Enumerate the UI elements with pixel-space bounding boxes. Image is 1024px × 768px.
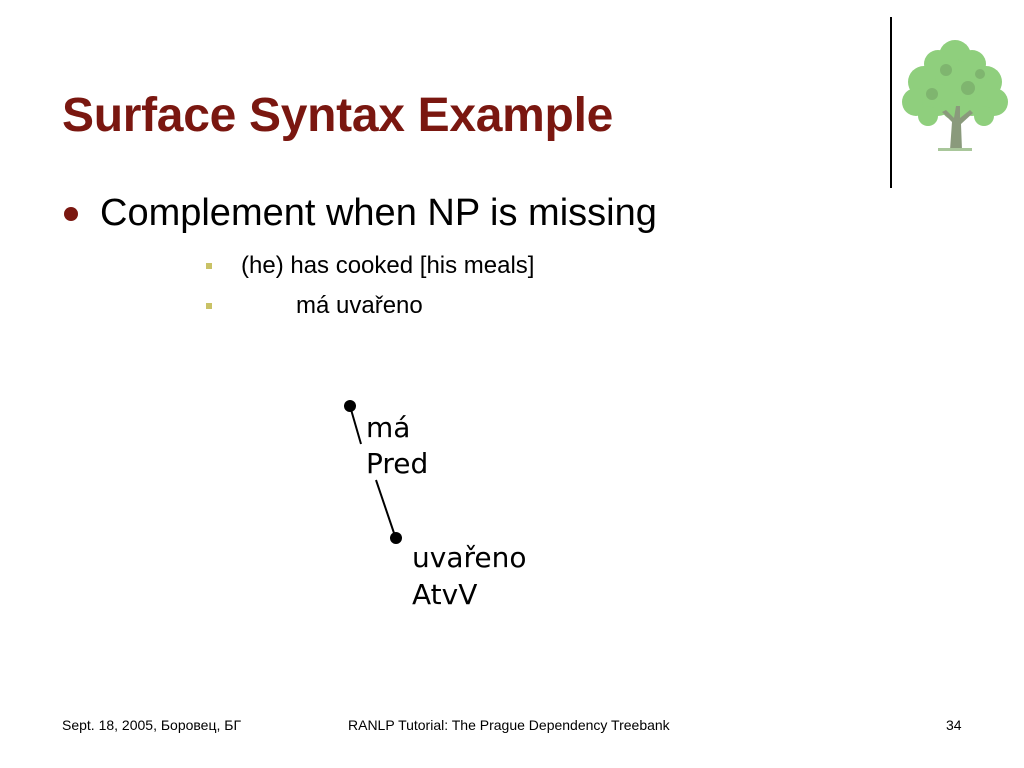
node-word: uvařeno (412, 541, 527, 574)
bullet-dot-icon (64, 207, 78, 221)
bullet-text: Complement when NP is missing (100, 192, 657, 234)
page-number: 34 (946, 717, 962, 733)
node-word: má (366, 411, 411, 444)
footer-date: Sept. 18, 2005, Боровец, БГ (62, 717, 242, 733)
sub-bullet-item (206, 252, 534, 280)
bullet-item (64, 192, 657, 235)
dependency-tree (335, 390, 565, 620)
slide-title: Surface Syntax Example (62, 89, 614, 142)
sub-bullet-item (206, 292, 423, 320)
square-bullet-icon (206, 263, 212, 269)
vertical-divider (890, 17, 892, 188)
sub-bullet-text: (he) has cooked [his meals] (241, 252, 535, 279)
node-label: Pred (366, 447, 429, 480)
tree-edge (376, 480, 395, 536)
sub-bullet-text: má uvařeno (296, 292, 423, 319)
tree-logo-icon (898, 36, 1012, 152)
node-label: AtvV (412, 578, 478, 611)
tree-node-child (390, 532, 402, 544)
square-bullet-icon (206, 303, 212, 309)
tree-node-root (344, 400, 356, 412)
footer-title: RANLP Tutorial: The Prague Dependency Treebank (348, 717, 670, 733)
